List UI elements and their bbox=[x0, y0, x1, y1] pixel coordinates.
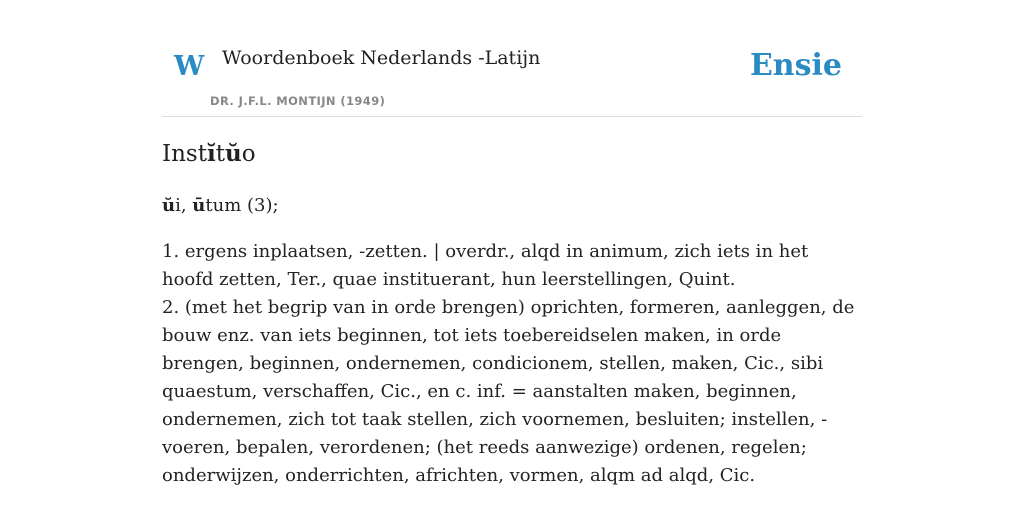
book-title[interactable]: Woordenboek Nederlands -Latijn bbox=[222, 47, 541, 69]
definitions bbox=[162, 238, 862, 490]
headword-part: ŭ bbox=[224, 140, 242, 167]
definition-1: 1. ergens inplaatsen, -zetten. | overdr., alqd in animum, zich iets in het hoofd zetten, Ter., quae instituerant, hun leerstellingen, Quint. bbox=[162, 241, 809, 290]
headword-part: Inst bbox=[162, 141, 207, 167]
headword-part: ĭ bbox=[206, 140, 216, 167]
headword-part: t bbox=[215, 141, 225, 167]
definition-2: 2. (met het begrip van in orde brengen) oprichten, formeren, aanleggen, de bouw enz. van iets beginnen, tot iets toebereidselen maken, in orde brengen, beginnen, ondernemen, condicionem, stellen, maken, Cic., sibi quaestum, verschaffen, Cic., en c. inf. = aanstalten maken, beginnen, ondernemen, zich tot taak stellen, zich voornemen, besluiten; instellen, -voeren, bepalen, verordenen; (het reeds aanwezige) ordenen, regelen; onderwijzen, onderrichten, africhten, vormen, alqm ad alqd, Cic. bbox=[162, 297, 855, 486]
forms-part: ŭ bbox=[162, 195, 176, 216]
principal-parts bbox=[162, 192, 862, 220]
dictionary-logo[interactable]: W bbox=[174, 51, 205, 82]
headword bbox=[162, 138, 862, 170]
forms-part: tum (3); bbox=[205, 195, 279, 216]
forms-part: ū bbox=[192, 195, 206, 216]
dictionary-header bbox=[162, 0, 862, 117]
forms-part: i, bbox=[175, 195, 193, 216]
ensie-logo-link[interactable]: Ensie bbox=[749, 48, 842, 83]
dictionary-entry bbox=[162, 138, 862, 490]
book-author: DR. J.F.L. MONTIJN (1949) bbox=[210, 94, 386, 108]
headword-part: o bbox=[241, 141, 256, 167]
